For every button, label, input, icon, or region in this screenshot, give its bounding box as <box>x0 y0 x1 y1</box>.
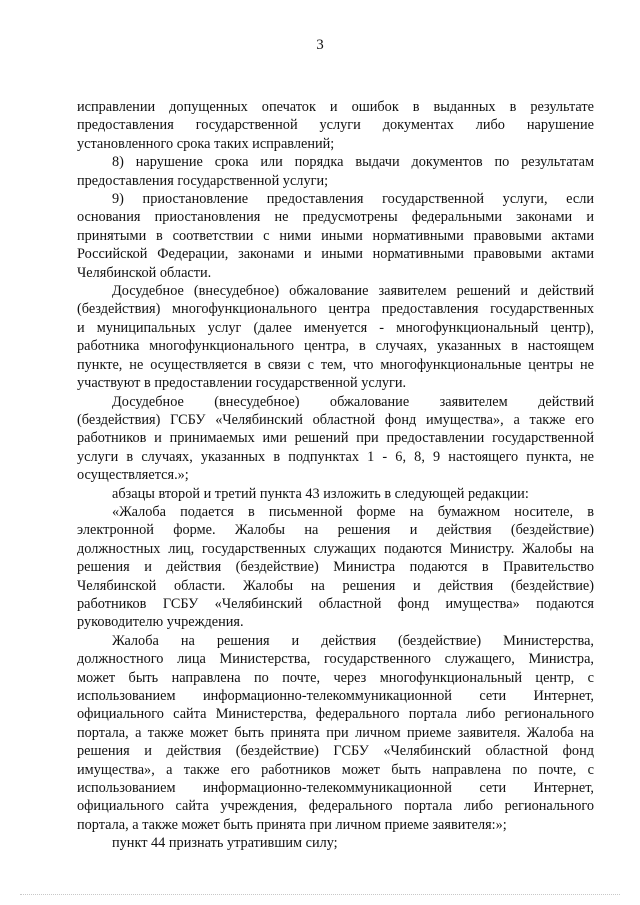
text-line: портала, а также может быть принята при личном приеме заявителя:»; <box>77 816 507 833</box>
text-line: портала, а также может быть принята при личном приеме заявителя. Жалоба на <box>77 724 594 741</box>
text-line: работников ГСБУ «Челябинский областной фонд имущества» подаются <box>77 595 594 612</box>
text-line: Челябинской области. Жалобы на решения и действия (бездействие) <box>77 577 594 594</box>
text-line: должностного лица Министерства, государственного служащего, Министра, <box>77 651 594 668</box>
text-line: «Жалоба подается в письменной форме на бумажном носителе, в <box>112 503 594 520</box>
text-line: руководителю учреждения. <box>77 614 244 631</box>
text-line: услуги в случаях, указанных в подпунктах 1 - 6, 8, 9 настоящего пункта, не <box>77 448 594 465</box>
text-line: Жалоба на решения и действия (бездействие) Министерства, <box>112 632 594 649</box>
text-line: (бездействия) многофункционального центра предоставления государственных <box>77 301 594 318</box>
text-line: осуществляется.»; <box>77 467 189 484</box>
text-line: Российской Федерации, законами и иными нормативными правовыми актами <box>77 246 594 263</box>
scan-artifact-line <box>20 894 620 896</box>
text-line: имущества», а также его работников может быть направлена по почте, с <box>77 761 594 778</box>
text-line: использованием информационно-телекоммуникационной сети Интернет, <box>77 688 594 704</box>
text-line: работника многофункционального центра, в случаях, указанных в настоящем <box>77 338 594 355</box>
text-line: решения и действия (бездействие) ГСБУ «Челябинский областной фонд <box>77 743 594 760</box>
text-line: предоставления государственной услуги документах либо нарушение <box>77 117 594 134</box>
text-line: пункте, не осуществляется в связи с тем, что многофункциональные центры не <box>77 356 594 373</box>
text-line: основания приостановления не предусмотрены федеральными законами и <box>77 209 594 226</box>
text-line: предоставления государственной услуги; <box>77 172 329 189</box>
text-line: должностных лиц, государственных служащих подаются Министру. Жалобы на <box>77 540 594 557</box>
text-line: может быть направлена по почте, через многофункциональный центр, с <box>77 669 594 686</box>
text-line: использованием информационно-телекоммуникационной сети Интернет, <box>77 780 594 797</box>
text-line: работников и принимаемых ими решений при предоставлении государственной <box>77 430 594 447</box>
text-line: (бездействия) ГСБУ «Челябинский областной фонд имущества», а также его <box>77 411 594 428</box>
text-line: решения и действия (бездействие) Министра подаются в Правительство <box>77 559 594 576</box>
text-line: 9) приостановление предоставления государственной услуги, если <box>112 191 594 208</box>
text-line: участвуют в предоставлении государственной услуги. <box>77 375 407 392</box>
text-line: Челябинской области. <box>77 264 212 281</box>
text-line: пункт 44 признать утратившим силу; <box>112 835 338 852</box>
text-line: Досудебное (внесудебное) обжалование заявителем решений и действий <box>112 283 594 300</box>
text-line: принятыми в соответствии с ними иными нормативными правовыми актами <box>77 227 594 244</box>
text-line: официального сайта учреждения, федерального портала либо регионального <box>77 798 594 815</box>
text-line: официального сайта Министерства, федерального портала либо регионального <box>77 706 594 723</box>
text-line: установленного срока таких исправлений; <box>77 135 335 152</box>
text-line: 8) нарушение срока или порядка выдачи документов по результатам <box>112 154 594 171</box>
text-line: и муниципальных услуг (далее именуется - многофункциональный центр), <box>77 319 594 336</box>
text-line: Досудебное (внесудебное) обжалование заявителем действий <box>112 393 594 410</box>
text-line: абзацы второй и третий пункта 43 изложить в следующей редакции: <box>112 485 529 502</box>
text-line: исправлении допущенных опечаток и ошибок в выданных в результате <box>77 99 594 115</box>
document-body <box>77 98 594 853</box>
text-line: электронной форме. Жалобы на решения и действия (бездействие) <box>77 522 594 539</box>
page-number: 3 <box>316 37 324 53</box>
